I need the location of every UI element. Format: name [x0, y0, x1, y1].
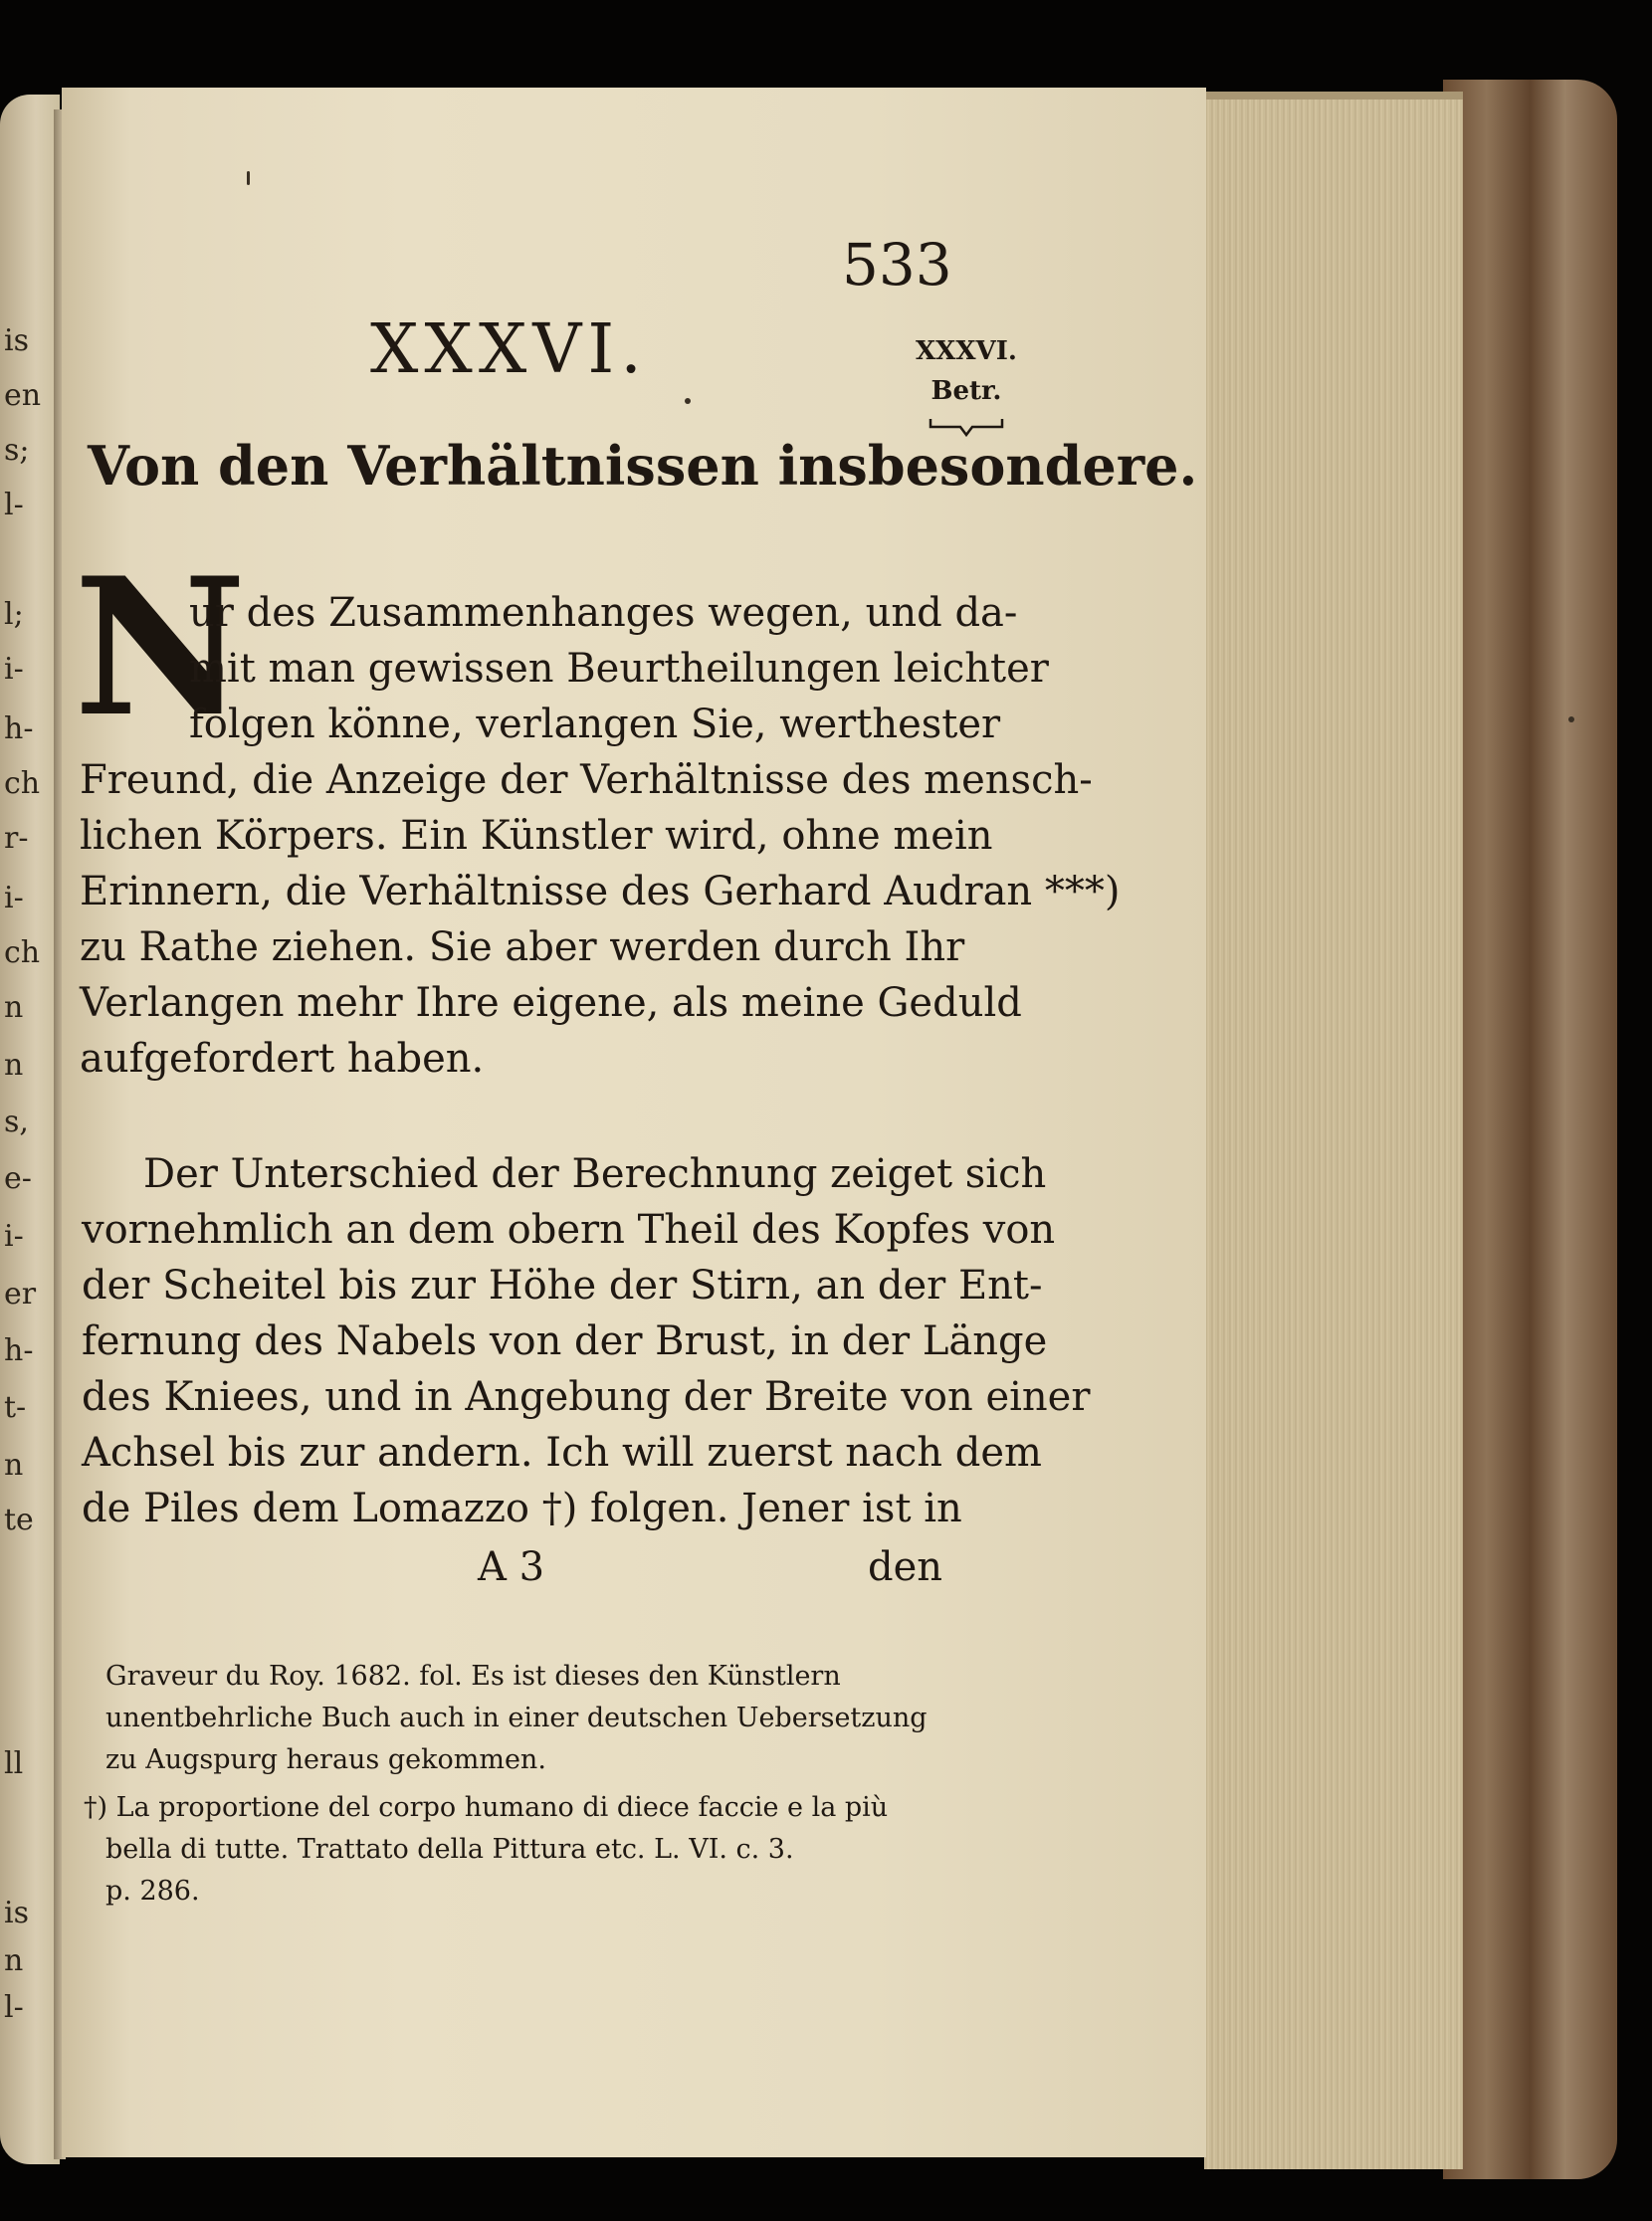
- left-page-fragment: en: [4, 378, 42, 413]
- text-line: Freund, die Anzeige der Verhältnisse des mensch-: [80, 757, 1093, 803]
- left-page-fragment: i-: [4, 1219, 24, 1254]
- text-line: vornehmlich an dem obern Theil des Kopfes von: [82, 1207, 1056, 1253]
- section-heading: Von den Verhältnissen insbesondere.: [88, 434, 1198, 498]
- left-page-fragment: t-: [4, 1390, 27, 1425]
- text-line: ur des Zusammenhanges wegen, und da-: [189, 590, 1018, 636]
- catchword: den: [868, 1544, 943, 1590]
- paper-speck: [1568, 716, 1574, 722]
- text-line: Achsel bis zur andern. Ich will zuerst nach dem: [82, 1430, 1042, 1476]
- text-line: folgen könne, verlangen Sie, werthester: [189, 702, 1001, 747]
- left-page-fragment: l;: [4, 597, 24, 632]
- left-page-fragment: n: [4, 1448, 24, 1483]
- left-page-fragment: n: [4, 1048, 24, 1083]
- text-line: mit man gewissen Beurtheilungen leichter: [189, 646, 1049, 692]
- left-page-fragment: ll: [4, 1746, 24, 1781]
- text-line: des Kniees, und in Angebung der Breite von einer: [82, 1374, 1091, 1420]
- text-line: der Scheitel bis zur Höhe der Stirn, an der Ent-: [82, 1263, 1043, 1309]
- text-line: fernung des Nabels von der Brust, in der Länge: [82, 1318, 1048, 1364]
- signature-mark: A 3: [478, 1544, 545, 1590]
- footnote-line: p. 286.: [105, 1876, 200, 1907]
- footnote-line: bella di tutte. Trattato della Pittura etc. L. VI. c. 3.: [105, 1834, 794, 1865]
- left-page-fragment: s,: [4, 1105, 29, 1139]
- left-page-fragment: i-: [4, 881, 24, 915]
- left-page-fragment: n: [4, 1943, 24, 1978]
- text-line: de Piles dem Lomazzo †) folgen. Jener ist in: [82, 1486, 962, 1531]
- margin-note-line: XXXVI.: [916, 336, 1017, 366]
- page-number: 533: [842, 231, 952, 299]
- footnote-line: †) La proportione del corpo humano di diece faccie e la più: [84, 1792, 889, 1823]
- left-page-fragment: ch: [4, 766, 41, 801]
- text-line: Erinnern, die Verhältnisse des Gerhard Audran ***): [80, 869, 1121, 914]
- paragraph: [82, 1146, 1090, 1536]
- footnote: [105, 1656, 928, 1781]
- text-line: Verlangen mehr Ihre eigene, als meine Geduld: [80, 980, 1022, 1026]
- left-page-fragment: r-: [4, 821, 29, 856]
- left-page-fragment: ch: [4, 935, 41, 970]
- footnote-line: zu Augspurg heraus gekommen.: [105, 1744, 546, 1775]
- text-line: Der Unterschied der Berechnung zeiget sich: [143, 1151, 1047, 1197]
- drop-initial: N: [74, 536, 247, 758]
- left-page-fragment: l-: [4, 488, 24, 522]
- left-page-fragment: l-: [4, 1990, 24, 2025]
- footnote: [84, 1787, 888, 1913]
- left-page-fragment: h-: [4, 1333, 34, 1368]
- text-line: zu Rathe ziehen. Sie aber werden durch Ihr: [80, 924, 965, 970]
- text-line: lichen Körpers. Ein Künstler wird, ohne mein: [80, 813, 993, 859]
- footnote-line: Graveur du Roy. 1682. fol. Es ist dieses den Künstlern: [105, 1661, 841, 1692]
- paper-speck: [685, 398, 691, 404]
- chapter-title: XXXVI.: [370, 310, 648, 389]
- paper-speck: [247, 171, 250, 185]
- text-line: aufgefordert haben.: [80, 1036, 485, 1082]
- left-page-fragment: is: [4, 1896, 29, 1930]
- left-page-fragment: e-: [4, 1161, 32, 1196]
- left-page-fragment: h-: [4, 711, 34, 746]
- left-page-fragment: is: [4, 323, 29, 358]
- footnote-line: unentbehrliche Buch auch in einer deutschen Uebersetzung: [105, 1703, 928, 1733]
- margin-note-line: Betr.: [930, 376, 1002, 406]
- left-page-fragment: te: [4, 1503, 34, 1537]
- left-page-fragment: er: [4, 1277, 37, 1312]
- left-page-fragment: i-: [4, 652, 24, 687]
- left-page-fragment: s;: [4, 433, 30, 468]
- left-page-fragment: n: [4, 990, 24, 1025]
- paragraph: [80, 585, 1121, 1087]
- margin-note: [916, 331, 1017, 451]
